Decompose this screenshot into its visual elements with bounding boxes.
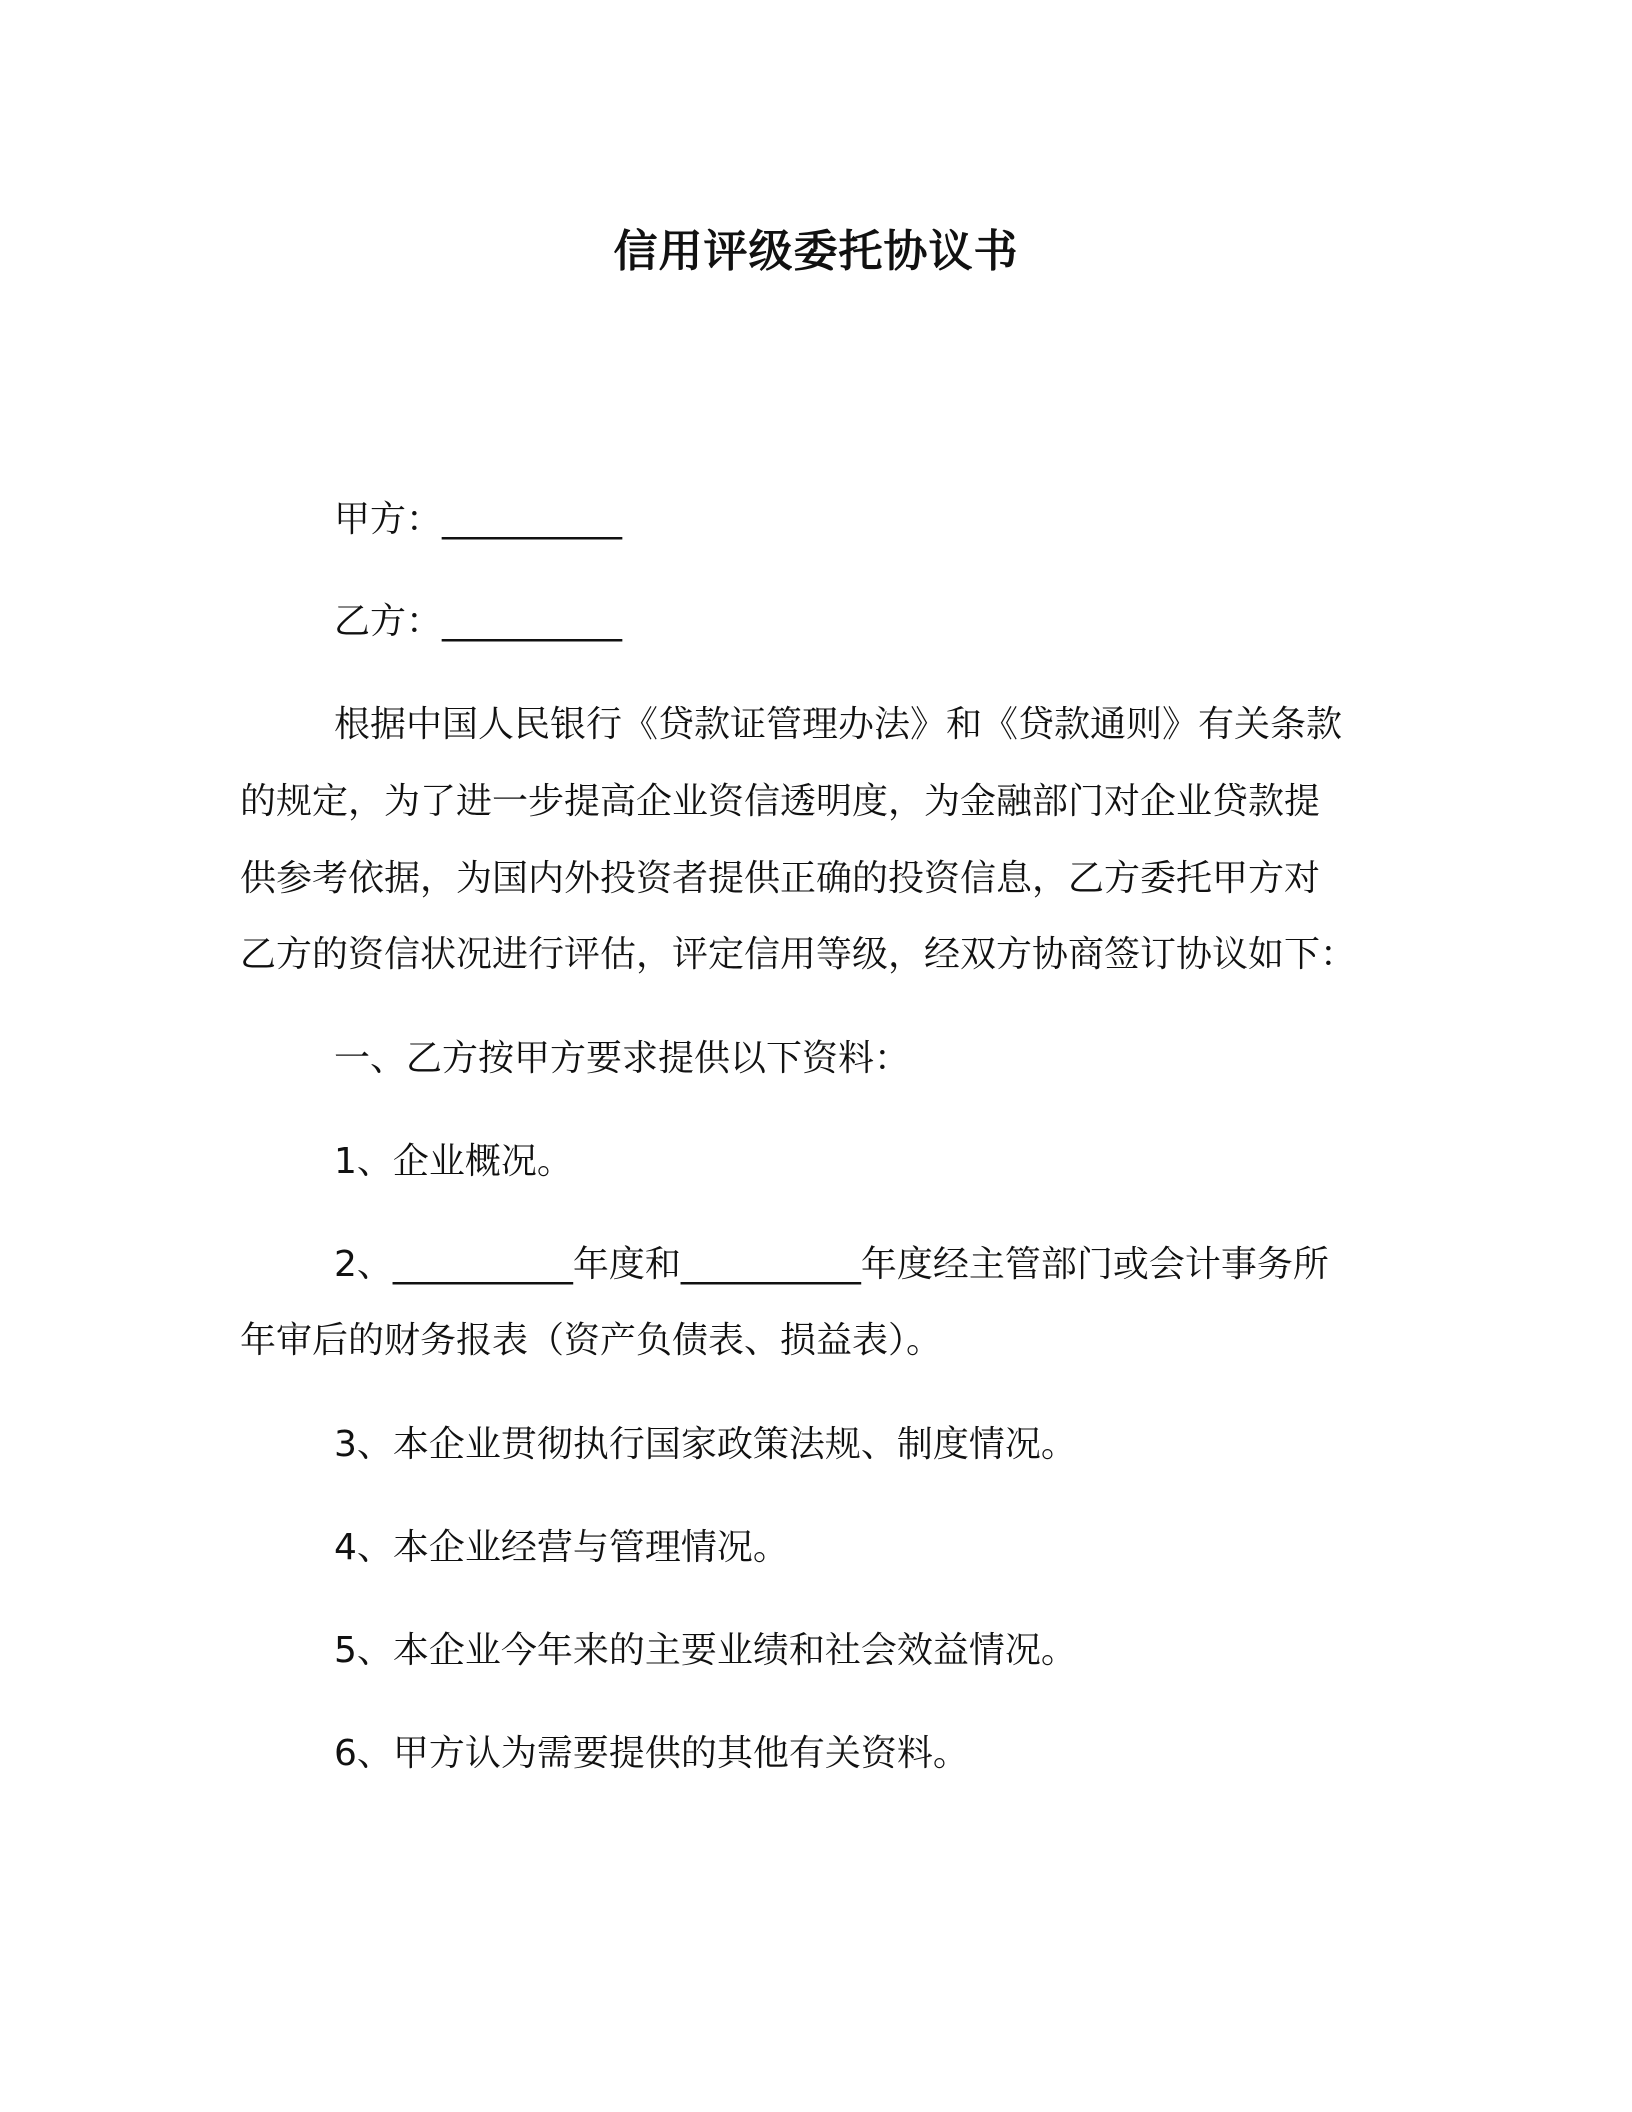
list-item-2-line-2: 年审后的财务报表（资产负债表、损益表）。 [240,1320,943,1361]
intro-line-4: 乙方的资信状况进行评估，评定信用等级，经双方协商签订协议如下： [240,934,1357,975]
party-a-line: 甲方：__________ [334,499,623,540]
intro-line-2: 的规定，为了进一步提高企业资信透明度，为金融部门对企业贷款提 [240,781,1321,822]
intro-line-1: 根据中国人民银行《贷款证管理办法》和《贷款通则》有关条款 [334,704,1343,745]
list-item-2-line-1: 2、__________年度和__________年度经主管部门或会计事务所 [334,1244,1329,1285]
intro-line-3: 供参考依据，为国内外投资者提供正确的投资信息，乙方委托甲方对 [240,858,1321,899]
list-item-1: 1、企业概况。 [334,1141,573,1182]
list-item-6: 6、甲方认为需要提供的其他有关资料。 [334,1733,969,1774]
section-1-heading: 一、乙方按甲方要求提供以下资料： [334,1038,911,1079]
list-item-5: 5、本企业今年来的主要业绩和社会效益情况。 [334,1630,1077,1671]
party-b-line: 乙方：__________ [334,601,623,642]
list-item-4: 4、本企业经营与管理情况。 [334,1527,789,1568]
document-title: 信用评级委托协议书 [613,226,1019,277]
list-item-3: 3、本企业贯彻执行国家政策法规、制度情况。 [334,1424,1077,1465]
